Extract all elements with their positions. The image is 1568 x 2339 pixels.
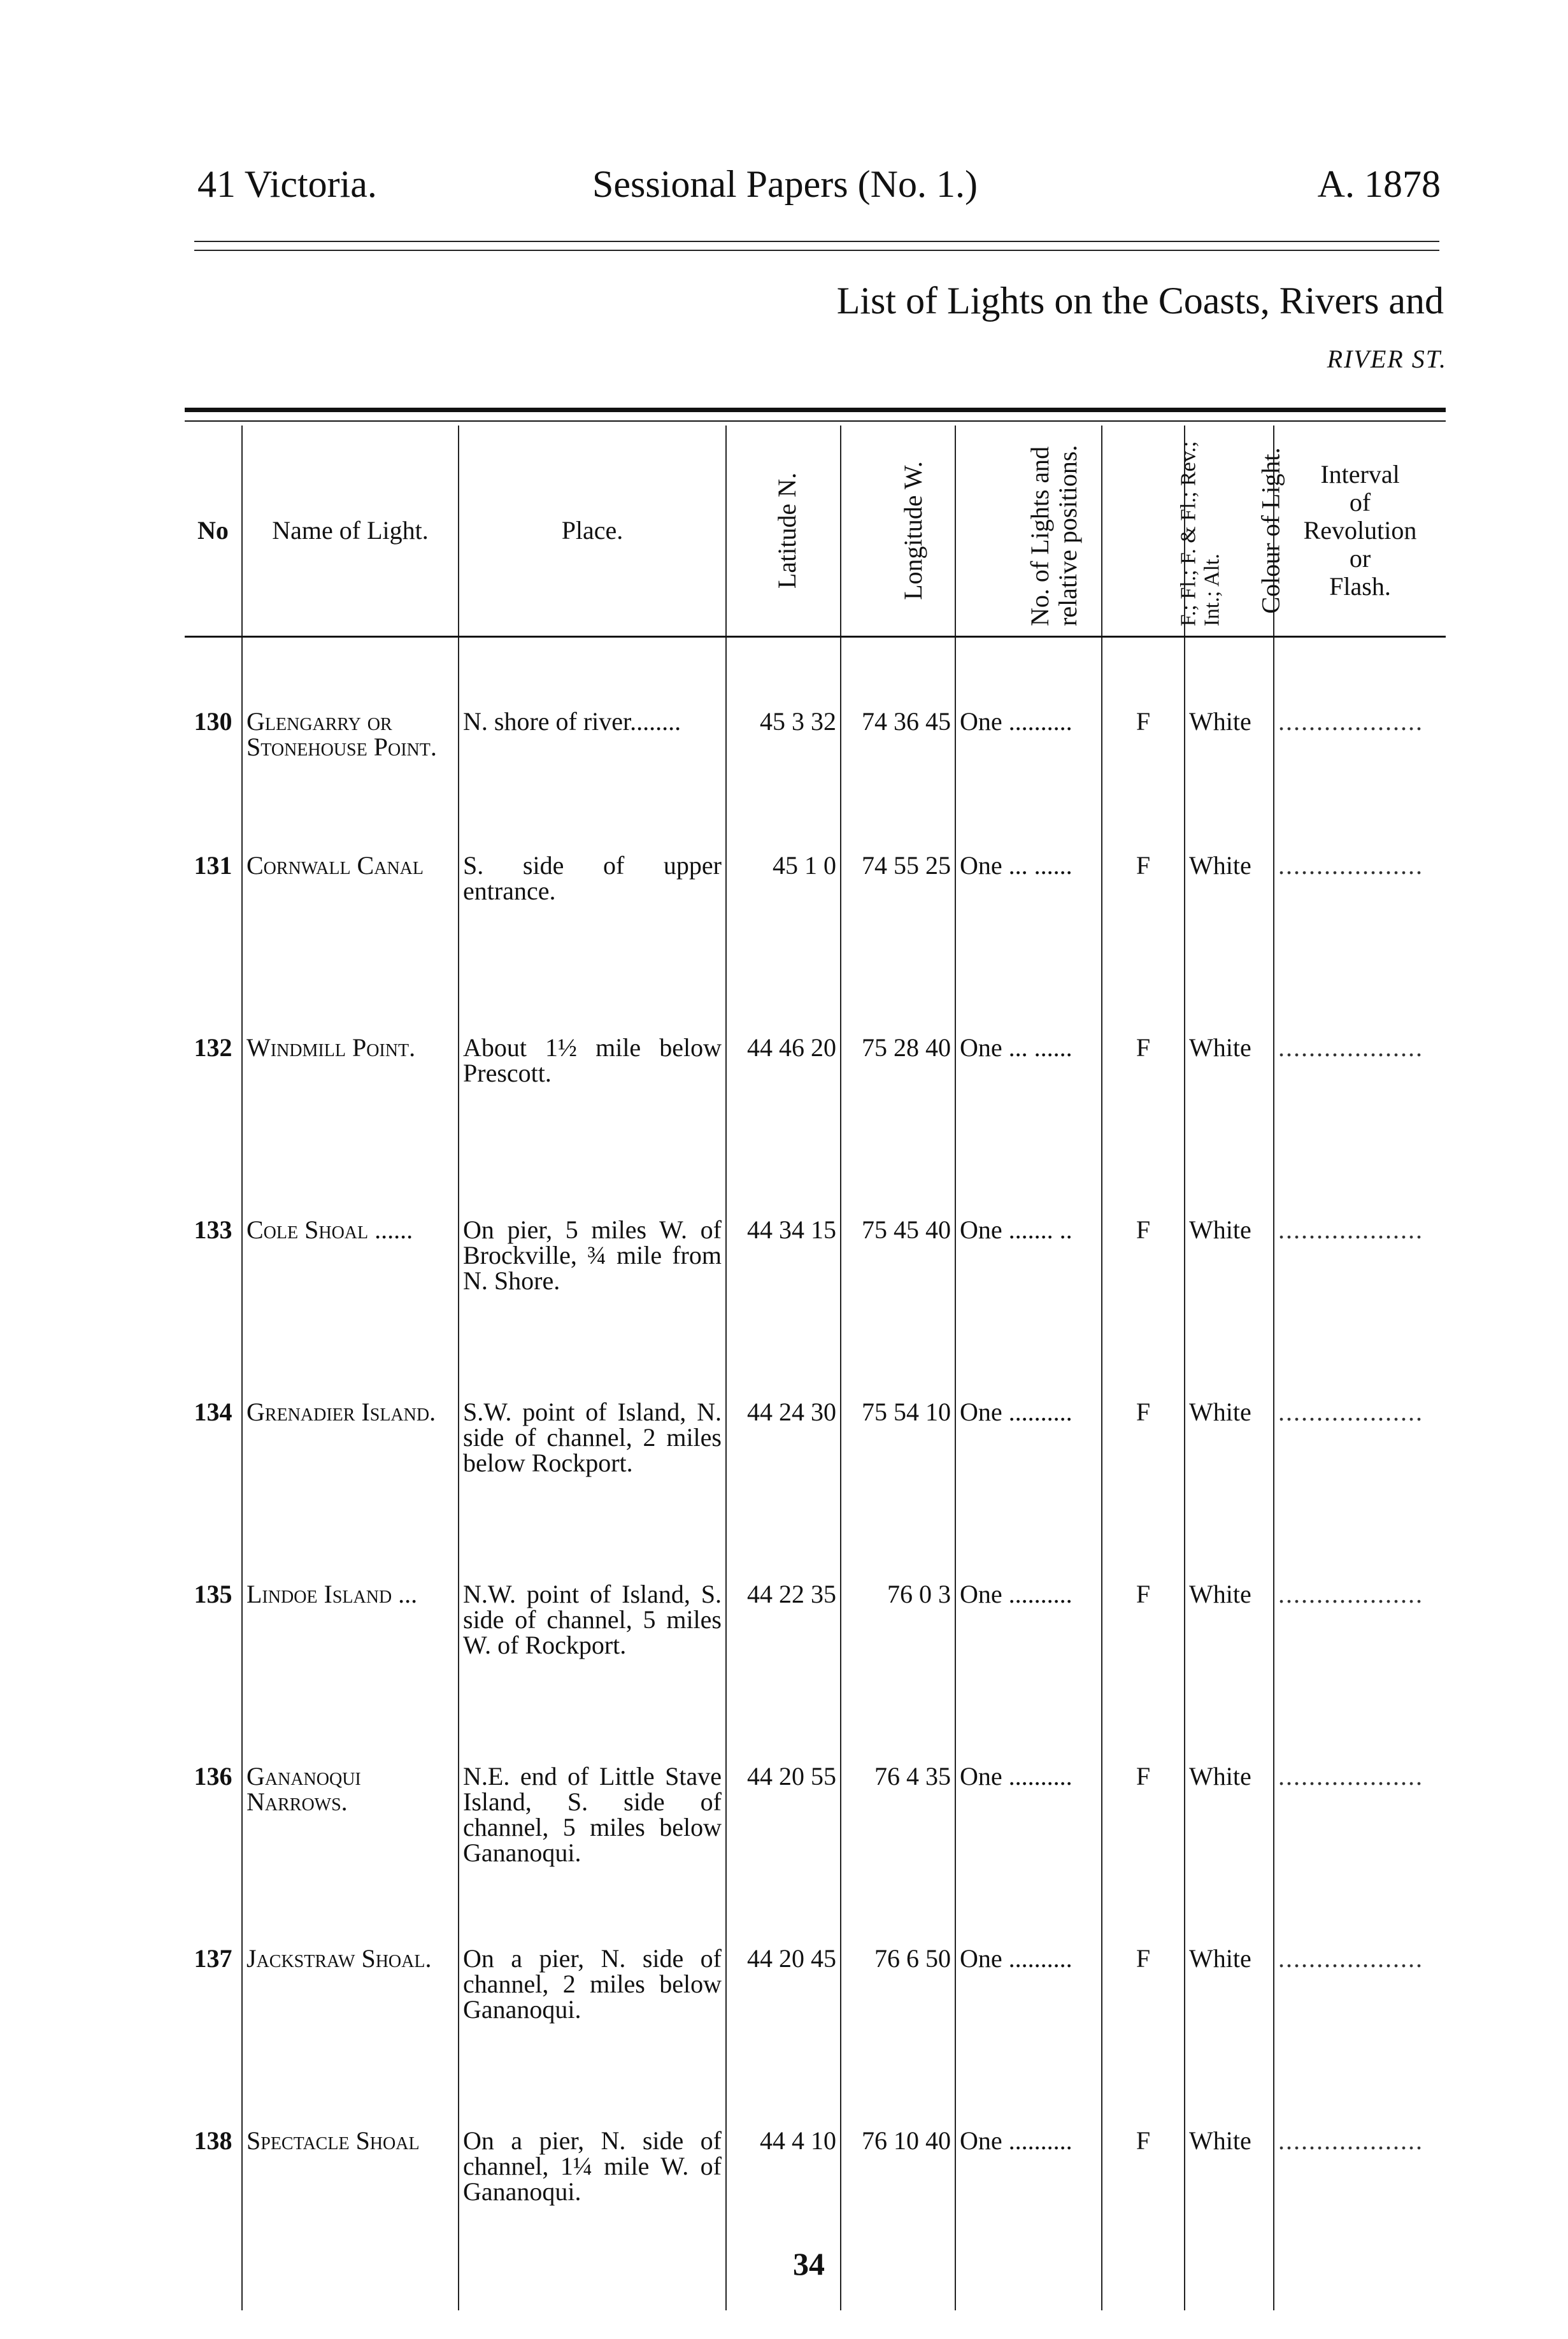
longitude-value: 76 6 50	[841, 1946, 955, 2128]
longitude-value: 74 36 45	[841, 637, 955, 854]
light-colour: White	[1185, 853, 1274, 1035]
light-place: On pier, 5 miles W. of Brockville, ¾ mile from N. Shore.	[459, 1217, 726, 1399]
row-number: 130	[194, 707, 232, 736]
leader-dots: ...................	[1278, 1399, 1423, 1425]
col-longitude-header: Longitude W.	[841, 426, 955, 637]
row-number: 133	[194, 1215, 232, 1244]
row-number: 131	[194, 851, 232, 880]
light-place: S. side of upper entrance.	[459, 853, 726, 1035]
light-place: On a pier, N. side of channel, 2 miles below Gananoqui.	[459, 1946, 726, 2128]
longitude-value: 75 54 10	[841, 1399, 955, 1582]
leader-dots: ...................	[1278, 709, 1423, 734]
light-place: N.W. point of Island, S. side of channel, 5 miles W. of Rockport.	[459, 1582, 726, 1764]
light-place: N. shore of river........	[459, 637, 726, 854]
row-number: 137	[194, 1944, 232, 1973]
lights-count: One ..........	[955, 1946, 1102, 2128]
col-interval-header: Interval of Revolution or Flash.	[1274, 426, 1446, 637]
light-character: F	[1102, 1582, 1185, 1764]
page-number: 34	[793, 2246, 825, 2282]
row-number: 135	[194, 1580, 232, 1608]
light-character: F	[1102, 1399, 1185, 1582]
light-character: F	[1102, 1946, 1185, 2128]
light-place: About 1½ mile below Prescott.	[459, 1035, 726, 1217]
table-top-rule	[185, 420, 1446, 422]
leader-dots: ...................	[1278, 1946, 1423, 1971]
light-name: Gananoqui Narrows.	[242, 1764, 459, 1946]
longitude-value: 75 45 40	[841, 1217, 955, 1399]
interval-value	[1274, 1399, 1446, 1582]
light-colour: White	[1185, 1764, 1274, 1946]
col-colour-header: Colour of Light.	[1185, 426, 1274, 637]
light-colour: White	[1185, 1217, 1274, 1399]
interval-value	[1274, 1764, 1446, 1946]
light-name: Cole Shoal ......	[242, 1217, 459, 1399]
page-subtitle: List of Lights on the Coasts, Rivers and	[836, 280, 1444, 322]
light-colour: White	[1185, 637, 1274, 854]
leader-dots: ...................	[1278, 853, 1423, 878]
light-place: N.E. end of Little Stave Island, S. side of channel, 5 miles below Gananoqui.	[459, 1764, 726, 1946]
lights-count: One ..........	[955, 1399, 1102, 1582]
interval-value	[1274, 637, 1446, 854]
latitude-value: 44 46 20	[726, 1035, 841, 1217]
longitude-value: 76 0 3	[841, 1582, 955, 1764]
lights-count: One ..........	[955, 2128, 1102, 2310]
light-character: F	[1102, 637, 1185, 854]
table-row	[185, 2128, 1446, 2310]
leader-dots: ...................	[1278, 1582, 1423, 1607]
col-place-header: Place.	[459, 426, 726, 637]
light-character: F	[1102, 1764, 1185, 1946]
col-no-header: No	[185, 426, 242, 637]
row-number: 132	[194, 1033, 232, 1062]
col-latitude-header: Latitude N.	[726, 426, 841, 637]
table-row	[185, 1764, 1446, 1946]
header-year: A. 1878	[1317, 163, 1441, 205]
col-lights-header: No. of Lights and relative positions.	[955, 426, 1102, 637]
table-row	[185, 1946, 1446, 2128]
light-colour: White	[1185, 1399, 1274, 1582]
light-name: Jackstraw Shoal.	[242, 1946, 459, 2128]
light-character: F	[1102, 1035, 1185, 1217]
light-name: Windmill Point.	[242, 1035, 459, 1217]
leader-dots: ...................	[1278, 1764, 1423, 1789]
col-name-header: Name of Light.	[242, 426, 459, 637]
latitude-value: 45 1 0	[726, 853, 841, 1035]
latitude-value: 44 4 10	[726, 2128, 841, 2310]
light-place: S.W. point of Island, N. side of channel, 2 miles below Rockport.	[459, 1399, 726, 1582]
row-number: 136	[194, 1762, 232, 1791]
header-title: Sessional Papers (No. 1.)	[592, 163, 978, 205]
light-character: F	[1102, 853, 1185, 1035]
lights-count: One ..........	[955, 1582, 1102, 1764]
leader-dots: ...................	[1278, 1035, 1423, 1061]
table-header-row	[185, 426, 1446, 637]
light-name: Glengarry or Stonehouse Point.	[242, 637, 459, 854]
header-rule	[194, 250, 1439, 251]
leader-dots: ...................	[1278, 1217, 1423, 1243]
interval-value	[1274, 1035, 1446, 1217]
lights-count: One ... ......	[955, 1035, 1102, 1217]
light-colour: White	[1185, 1582, 1274, 1764]
lights-count: One ....... ..	[955, 1217, 1102, 1399]
interval-value	[1274, 1217, 1446, 1399]
table-row	[185, 1399, 1446, 1582]
table-row	[185, 1217, 1446, 1399]
longitude-value: 76 10 40	[841, 2128, 955, 2310]
table-row	[185, 637, 1446, 854]
light-colour: White	[1185, 1035, 1274, 1217]
latitude-value: 45 3 32	[726, 637, 841, 854]
light-character: F	[1102, 1217, 1185, 1399]
latitude-value: 44 34 15	[726, 1217, 841, 1399]
table-row	[185, 853, 1446, 1035]
light-name: Cornwall Canal	[242, 853, 459, 1035]
longitude-value: 76 4 35	[841, 1764, 955, 1946]
latitude-value: 44 22 35	[726, 1582, 841, 1764]
light-place: On a pier, N. side of channel, 1¼ mile W. of Gananoqui.	[459, 2128, 726, 2310]
lights-table	[185, 426, 1446, 2310]
row-number: 138	[194, 2126, 232, 2155]
interval-value	[1274, 853, 1446, 1035]
lights-count: One ..........	[955, 1764, 1102, 1946]
interval-value	[1274, 2128, 1446, 2310]
row-number: 134	[194, 1398, 232, 1426]
longitude-value: 75 28 40	[841, 1035, 955, 1217]
light-name: Spectacle Shoal	[242, 2128, 459, 2310]
table-row	[185, 1582, 1446, 1764]
table-row	[185, 1035, 1446, 1217]
lights-count: One ..........	[955, 637, 1102, 854]
interval-value	[1274, 1946, 1446, 2128]
interval-value	[1274, 1582, 1446, 1764]
table-top-rule	[185, 408, 1446, 412]
light-colour: White	[1185, 2128, 1274, 2310]
leader-dots: ...................	[1278, 2128, 1423, 2154]
latitude-value: 44 20 45	[726, 1946, 841, 2128]
light-name: Grenadier Island.	[242, 1399, 459, 1582]
col-fixed-header: F.; Fl.; F. & Fl.; Rev.; Int.; Alt.	[1102, 426, 1185, 637]
section-label: RIVER ST.	[1327, 345, 1447, 373]
light-name: Lindoe Island ...	[242, 1582, 459, 1764]
light-character: F	[1102, 2128, 1185, 2310]
longitude-value: 74 55 25	[841, 853, 955, 1035]
header-volume: 41 Victoria.	[197, 163, 377, 205]
lights-count: One ... ......	[955, 853, 1102, 1035]
latitude-value: 44 20 55	[726, 1764, 841, 1946]
light-colour: White	[1185, 1946, 1274, 2128]
latitude-value: 44 24 30	[726, 1399, 841, 1582]
header-rule	[194, 241, 1439, 242]
